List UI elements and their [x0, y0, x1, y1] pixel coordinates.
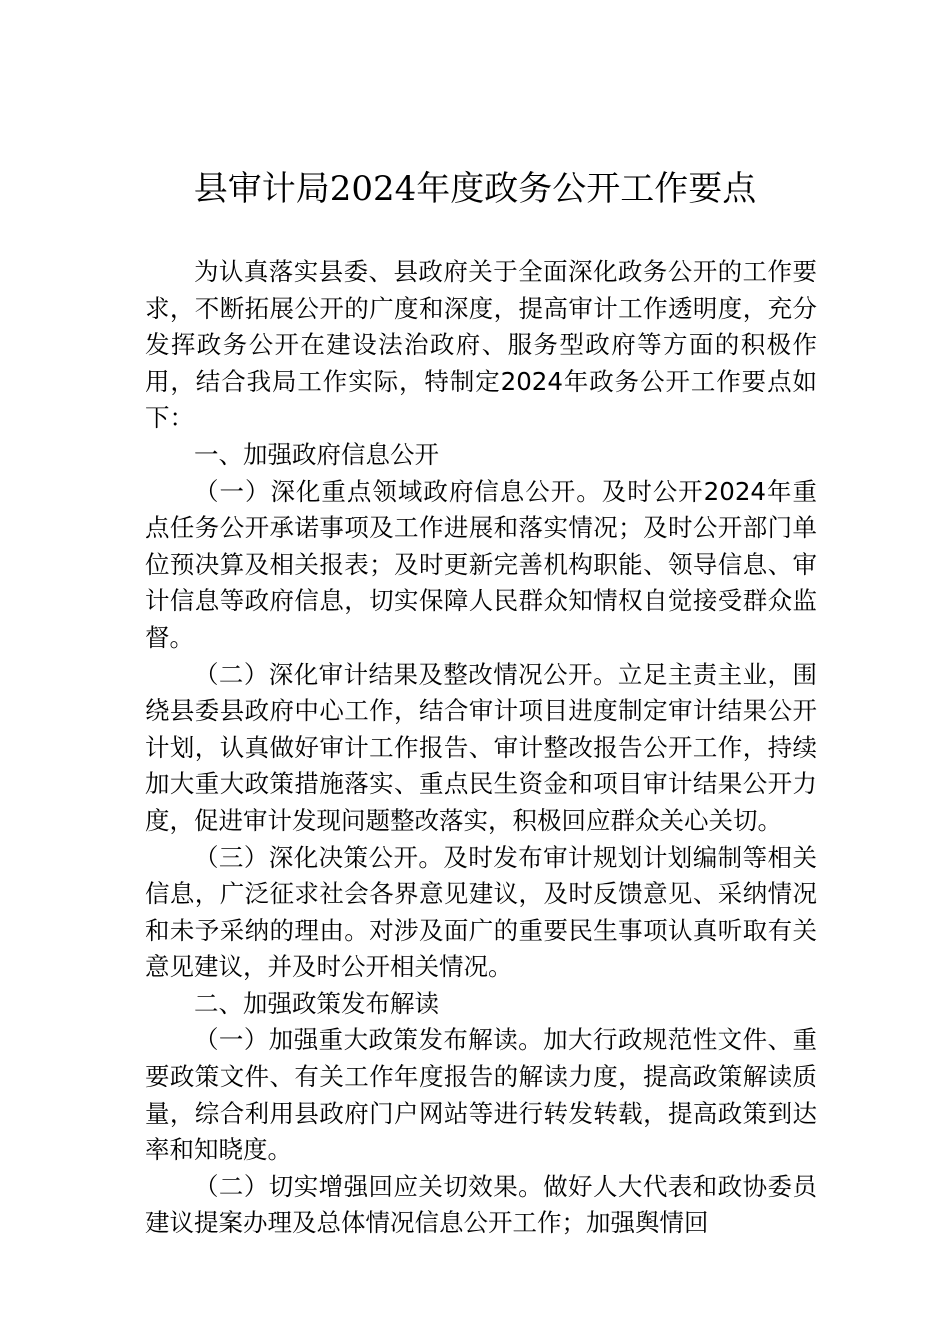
intro-paragraph: 为认真落实县委、县政府关于全面深化政务公开的工作要求，不断拓展公开的广度和深度，提高审计工作透明度，充分发挥政务公开在建设法治政府、服务型政府等方面的积极作用，结合我局工作实际，特制定2024年政务公开工作要点如下： [145, 257, 817, 433]
section-1-item-1: （一）深化重点领域政府信息公开。及时公开2024年重点任务公开承诺事项及工作进展和落实情况；及时公开部门单位预决算及相关报表；及时更新完善机构职能、领导信息、审计信息等政府信息，切实保障人民群众知情权自觉接受群众监督。 [145, 476, 817, 652]
document-body [145, 254, 817, 1242]
section-2-item-1: （一）加强重大政策发布解读。加大行政规范性文件、重要政策文件、有关工作年度报告的解读力度，提高政策解读质量，综合利用县政府门户网站等进行转发转载，提高政策到达率和知晓度。 [145, 1025, 817, 1165]
section-1-item-3: （三）深化决策公开。及时发布审计规划计划编制等相关信息，广泛征求社会各界意见建议，及时反馈意见、采纳情况和未予采纳的理由。对涉及面广的重要民生事项认真听取有关意见建议，并及时公开相关情况。 [145, 842, 817, 982]
section-1-item-2: （二）深化审计结果及整改情况公开。立足主责主业，围绕县委县政府中心工作，结合审计项目进度制定审计结果公开计划，认真做好审计工作报告、审计整改报告公开工作，持续加大重大政策措施落实、重点民生资金和项目审计结果公开力度，促进审计发现问题整改落实，积极回应群众关心关切。 [145, 659, 817, 835]
section-heading-1: 一、加强政府信息公开 [194, 439, 439, 469]
section-2-item-2: （二）切实增强回应关切效果。做好人大代表和政协委员建议提案办理及总体情况信息公开工作；加强舆情回 [145, 1171, 817, 1238]
section-heading-2: 二、加强政策发布解读 [194, 988, 439, 1018]
document-title: 县审计局2024年度政务公开工作要点 [193, 169, 757, 209]
